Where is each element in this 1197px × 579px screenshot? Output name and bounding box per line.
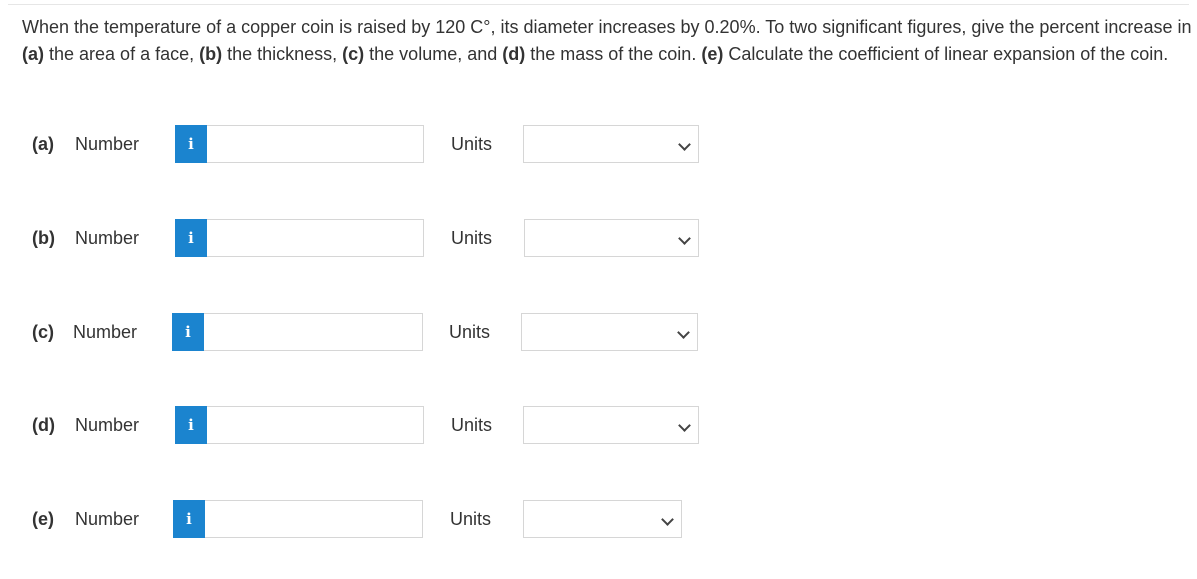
part-label: (a) [32, 134, 54, 154]
number-input[interactable] [207, 219, 424, 257]
chevron-down-icon [678, 419, 691, 432]
top-divider [8, 4, 1189, 5]
units-label: Units [451, 415, 493, 435]
units-label: Units [449, 322, 491, 342]
part-label: (c) [32, 322, 54, 342]
question-tag-c: (c) [342, 44, 365, 64]
question-text-a: the area of a face, [44, 44, 200, 64]
number-label: Number [73, 322, 138, 342]
question-tag-e: (e) [701, 44, 724, 64]
units-select[interactable] [523, 125, 699, 163]
chevron-down-icon [678, 138, 691, 151]
question-text-c: the volume, and [364, 44, 503, 64]
units-label: Units [451, 228, 493, 248]
question-intro: When the temperature of a copper coin is raised by 120 C°, its diameter increases by 0.20%. To two significant figures, give the percent increase in [22, 17, 1192, 37]
number-label: Number [75, 228, 140, 248]
part-label: (d) [32, 415, 55, 435]
info-icon[interactable] [175, 125, 207, 163]
number-input[interactable] [204, 313, 423, 351]
chevron-down-icon [677, 326, 690, 339]
info-glyph: i [188, 229, 194, 247]
number-input[interactable] [205, 500, 423, 538]
question-text-d: the mass of the coin. [525, 44, 702, 64]
units-select[interactable] [521, 313, 698, 351]
info-icon[interactable] [173, 500, 205, 538]
units-select[interactable] [524, 219, 699, 257]
info-icon[interactable] [172, 313, 204, 351]
info-glyph: i [186, 510, 192, 528]
answer-row-e [0, 498, 1197, 540]
question-tag-b: (b) [199, 44, 223, 64]
part-label: (e) [32, 509, 54, 529]
units-label: Units [450, 509, 492, 529]
number-label: Number [75, 509, 140, 529]
answer-row-c [0, 311, 1197, 353]
number-label: Number [75, 415, 140, 435]
question-text [22, 14, 1192, 68]
number-input[interactable] [207, 406, 424, 444]
units-select[interactable] [523, 406, 699, 444]
units-select[interactable] [523, 500, 682, 538]
question-text-e: Calculate the coefficient of linear expansion of the coin. [723, 44, 1169, 64]
question-tag-d: (d) [502, 44, 526, 64]
units-label: Units [451, 134, 493, 154]
info-icon[interactable] [175, 406, 207, 444]
chevron-down-icon [661, 513, 674, 526]
number-input[interactable] [207, 125, 424, 163]
answer-row-d [0, 404, 1197, 446]
info-glyph: i [188, 416, 194, 434]
answer-row-b [0, 217, 1197, 259]
info-icon[interactable] [175, 219, 207, 257]
chevron-down-icon [678, 232, 691, 245]
info-glyph: i [188, 135, 194, 153]
part-label: (b) [32, 228, 55, 248]
number-label: Number [75, 134, 140, 154]
question-text-b: the thickness, [222, 44, 343, 64]
info-glyph: i [185, 323, 191, 341]
answer-row-a [0, 123, 1197, 165]
question-tag-a: (a) [22, 44, 44, 64]
